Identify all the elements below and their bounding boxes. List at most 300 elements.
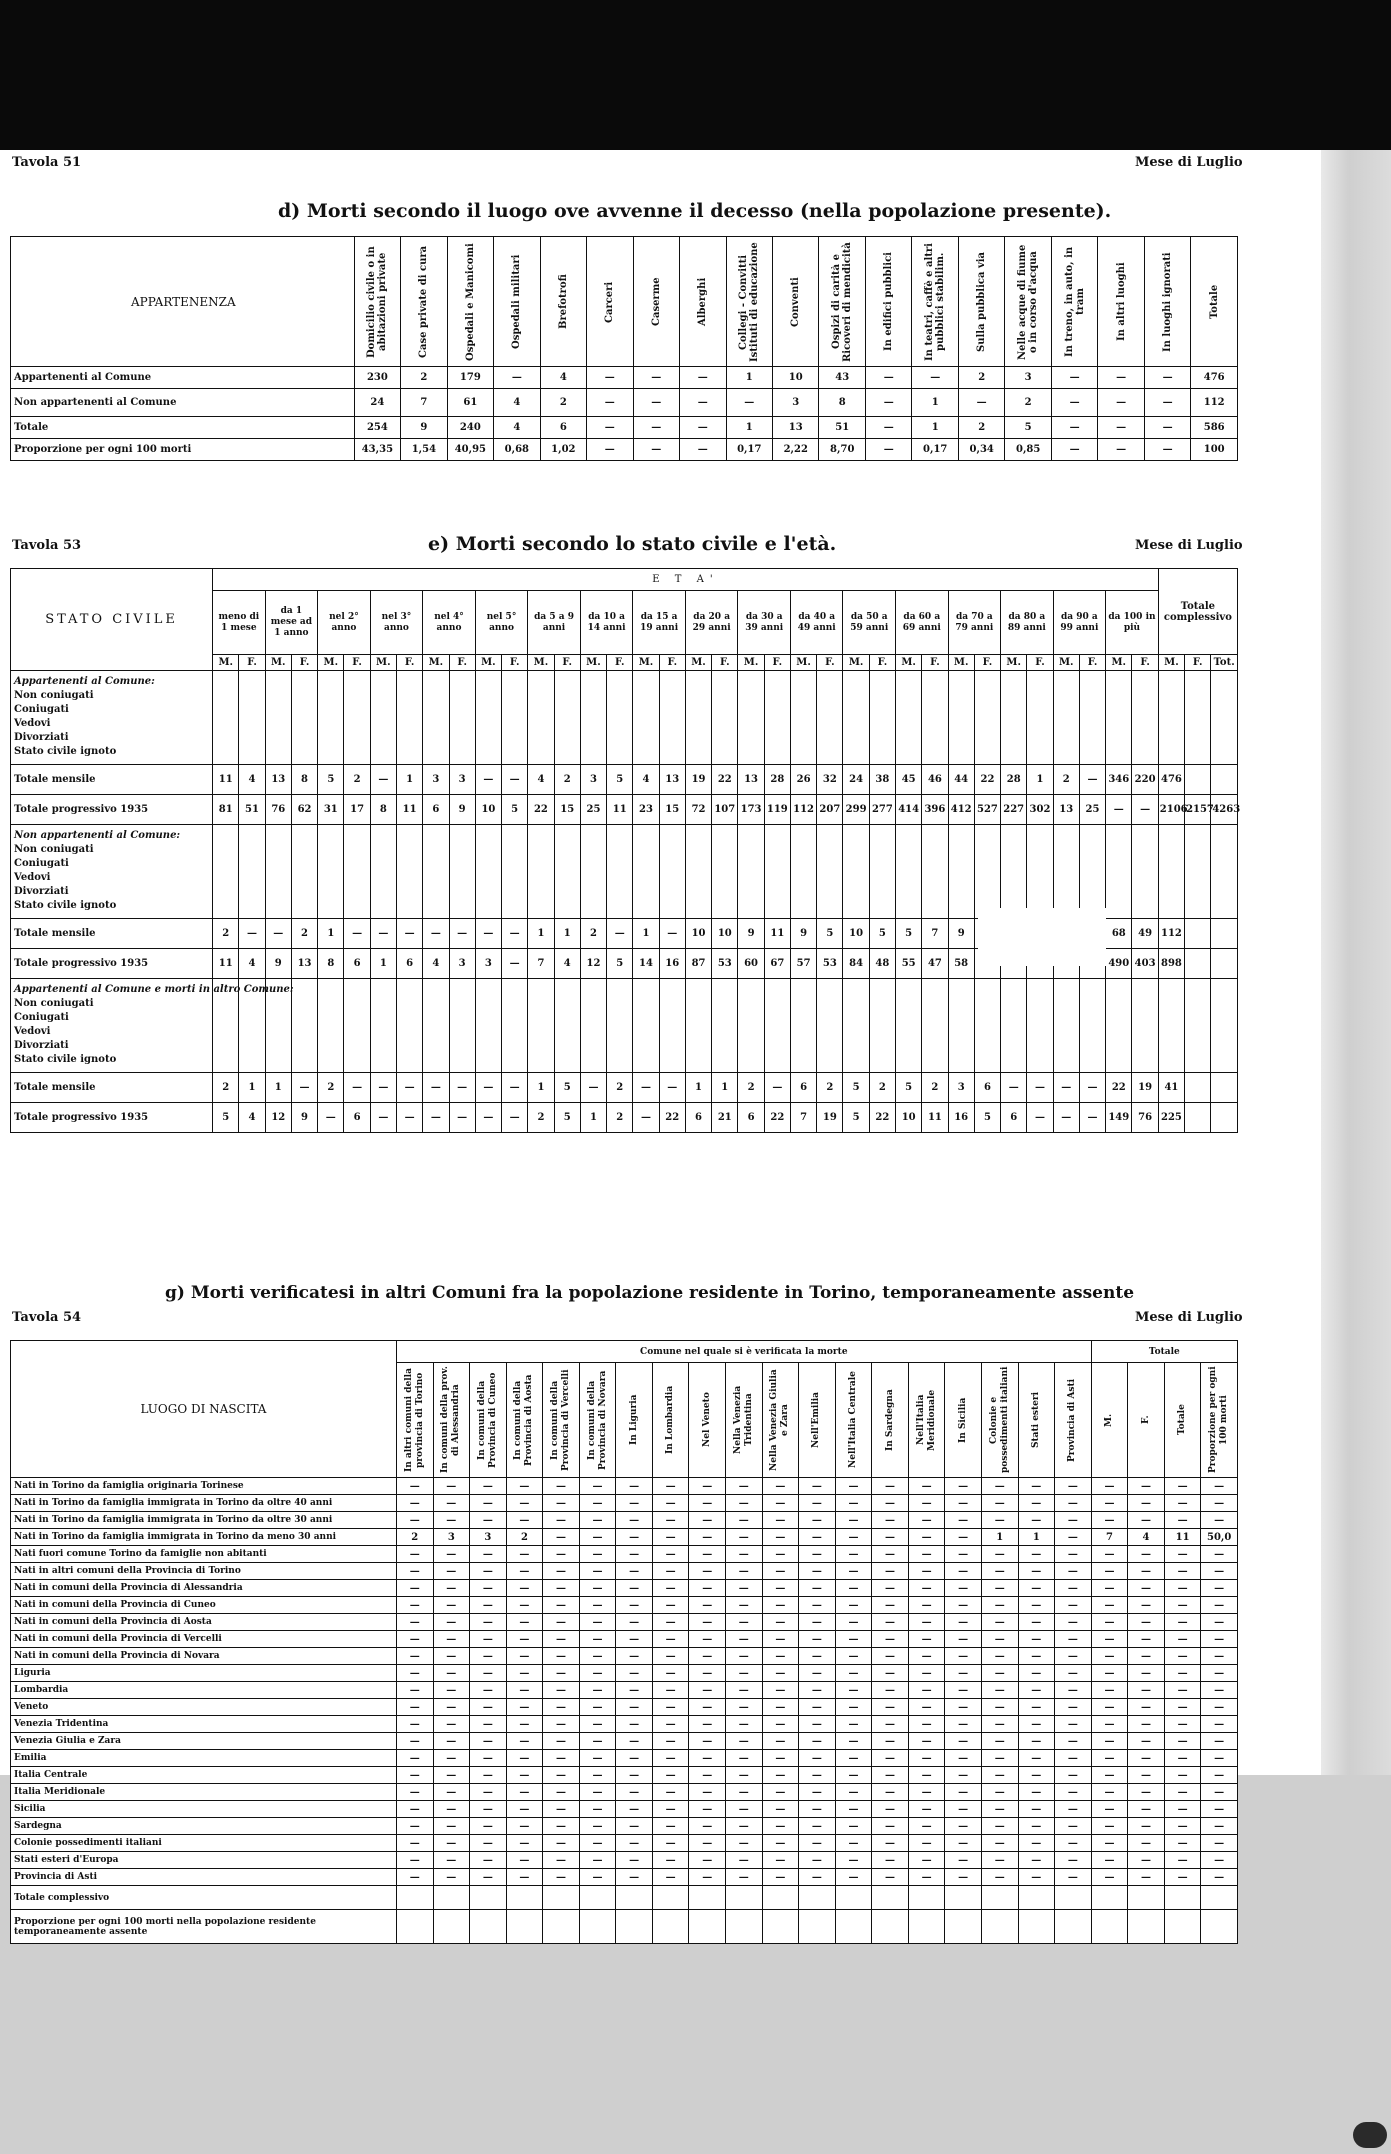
t54-row-label: Nati in Torino da famiglia originaria Torinese [11,1478,397,1495]
t53-cell: 2 [1053,765,1079,795]
t54-cell: — [1055,1767,1092,1784]
t54-cell: — [726,1580,763,1597]
t54-cell: — [689,1631,726,1648]
t53-category-label: Divorziati [14,886,69,897]
t54-cell [1055,1910,1092,1944]
t53-cell: 2 [580,919,606,949]
t54-cell: — [506,1750,543,1767]
t53-cell [948,671,974,765]
t54-cell: — [835,1512,872,1529]
t54-cell [396,1886,433,1910]
t54-cell: — [543,1784,580,1801]
t54-cell [652,1886,689,1910]
t53-cell: — [580,1073,606,1103]
t53-cell [843,979,869,1073]
t53-category-block [11,979,1238,1073]
t53-cell: — [633,1073,659,1103]
t54-cell: — [396,1767,433,1784]
t53-cell [1185,1103,1211,1133]
t53-cell: 31 [318,795,344,825]
t53-cell: 62 [291,795,317,825]
t51-corner-header: APPARTENENZA [11,237,355,367]
t53-cell: — [1027,1103,1053,1133]
t54-cell: — [1091,1733,1128,1750]
t54-cell: — [1055,1750,1092,1767]
t54-cell: — [396,1852,433,1869]
t51-column-label: Ospizi di carità e Ricoveri di mendicità [831,241,854,362]
t53-cell [764,671,790,765]
t53-cell: — [396,919,422,949]
t53-cell [896,979,922,1073]
t54-cell: — [689,1529,726,1546]
t51-cell: 4 [494,417,540,439]
t54-column-header [616,1363,653,1478]
t53-cell [475,825,501,919]
t54-cell: — [652,1699,689,1716]
t54-cell: — [1055,1546,1092,1563]
t54-cell: — [1018,1580,1055,1597]
t54-cell: — [762,1852,799,1869]
t54-cell: — [726,1716,763,1733]
t53-cell: — [1079,1103,1105,1133]
t54-cell: — [470,1699,507,1716]
t54-cell: — [872,1682,909,1699]
t53-cell: 8 [370,795,396,825]
t54-cell: — [1164,1512,1201,1529]
t54-column-label: Nell'Italia Centrale [847,1371,858,1469]
t51-cell: 43,35 [354,439,400,461]
t54-column-header [1055,1363,1092,1478]
t54-cell: — [835,1716,872,1733]
t53-cell: 3 [475,949,501,979]
t53-cell [1132,671,1158,765]
t54-cell: — [1128,1495,1165,1512]
t54-cell: — [835,1665,872,1682]
t54-cell: — [579,1750,616,1767]
t54-cell: — [799,1495,836,1512]
t53-cell [1001,671,1027,765]
t54-cell: — [762,1495,799,1512]
t53-category-label: Stato civile ignoto [14,1054,117,1065]
t54-table-row [11,1835,1238,1852]
t54-table-row [11,1478,1238,1495]
t54-cell: — [1201,1614,1238,1631]
t54-cell: — [945,1546,982,1563]
t54-cell: — [872,1648,909,1665]
t54-cell: — [1201,1648,1238,1665]
t53-cell: 5 [896,919,922,949]
t54-cell: — [1018,1869,1055,1886]
t54-cell: — [689,1784,726,1801]
t53-cell [869,825,895,919]
t54-column-label: In comuni della Provincia di Vercelli [549,1369,571,1471]
t54-cell: — [908,1801,945,1818]
t53-cell: 1 [685,1073,711,1103]
t53-cell: 11 [213,949,239,979]
t54-cell: — [908,1648,945,1665]
t54-cell: — [799,1699,836,1716]
t54-cell: — [1055,1580,1092,1597]
t54-cell: — [652,1835,689,1852]
t54-cell: — [981,1478,1018,1495]
t53-cell [1106,671,1132,765]
t54-cell: — [506,1495,543,1512]
t54-cell: — [908,1529,945,1546]
t53-cell: 5 [869,919,895,949]
t53-cell: — [318,1103,344,1133]
t54-cell: — [689,1750,726,1767]
t53-cell [502,825,528,919]
t53-cell [896,671,922,765]
t54-column-label: Nella Venezia Tridentina [732,1385,754,1455]
t54-cell: 50,0 [1201,1529,1238,1546]
t54-cell: — [1201,1801,1238,1818]
t54-column-header [908,1363,945,1478]
t54-cell: — [470,1512,507,1529]
t53-cell: 10 [685,919,711,949]
t54-cell: — [1091,1869,1128,1886]
t54-cell: — [835,1614,872,1631]
t53-cell: 5 [896,1073,922,1103]
t51-table-row [11,389,1238,417]
t53-cell: 9 [291,1103,317,1133]
t54-cell: — [1128,1784,1165,1801]
t54-total-column-header [1128,1363,1165,1478]
t53-age-group-header: da 10 a 14 anni [580,591,633,655]
t53-cell: 2 [554,765,580,795]
t53-cell: 10 [843,919,869,949]
t54-cell: — [1018,1716,1055,1733]
t54-cell: — [1128,1852,1165,1869]
t54-cell: — [433,1767,470,1784]
t54-cell: — [579,1784,616,1801]
t53-cell [344,825,370,919]
t53-cell: 19 [1132,1073,1158,1103]
t53-cell [685,671,711,765]
t54-cell: — [543,1869,580,1886]
t53-cell: 6 [685,1103,711,1133]
t53-cell: 11 [396,795,422,825]
t53-cell [712,825,738,919]
t51-column-header [1051,237,1097,367]
t54-cell: — [470,1801,507,1818]
t54-cell: — [872,1512,909,1529]
t53-cell: 5 [554,1073,580,1103]
t54-cell: — [1201,1478,1238,1495]
t54-cell: — [726,1784,763,1801]
t54-cell: — [470,1648,507,1665]
t54-cell: — [616,1478,653,1495]
t54-cell: — [799,1733,836,1750]
t54-cell: — [506,1699,543,1716]
t54-cell: — [726,1631,763,1648]
t54-cell: — [1128,1750,1165,1767]
t53-age-group-header: da 70 a 79 anni [948,591,1001,655]
t53-cell: 527 [974,795,1000,825]
t54-cell: — [579,1665,616,1682]
t54-cell: — [433,1733,470,1750]
t54-cell: — [726,1733,763,1750]
t51-cell: — [1144,367,1190,389]
t54-row-label: Nati in altri comuni della Provincia di Torino [11,1563,397,1580]
t53-cell: 76 [265,795,291,825]
t54-cell: — [762,1614,799,1631]
t54-cell: — [543,1665,580,1682]
t53-cell [344,671,370,765]
t53-cell: 8 [318,949,344,979]
t54-cell: — [543,1546,580,1563]
t54-cell: — [543,1818,580,1835]
t54-cell: — [726,1665,763,1682]
t51-column-header [1191,237,1238,367]
t54-cell: — [726,1699,763,1716]
t54-cell: — [1164,1563,1201,1580]
t54-cell: — [1201,1546,1238,1563]
t53-row-label: Totale mensile [11,919,213,949]
t53-cell: 2 [922,1073,948,1103]
t53-cell: 19 [685,765,711,795]
t53-cell [1079,979,1105,1073]
t54-cell: — [470,1563,507,1580]
t53-cell: 107 [712,795,738,825]
t54-cell: — [1164,1648,1201,1665]
t54-cell: — [433,1580,470,1597]
t54-cell: — [1128,1546,1165,1563]
t54-column-label: Nell'Emilia [811,1391,822,1449]
t54-cell [945,1886,982,1910]
t54-cell: — [1164,1614,1201,1631]
t53-age-group-header: da 40 a 49 anni [790,591,843,655]
t53-cell: 1 [265,1073,291,1103]
t53-cell: — [502,1073,528,1103]
t53-cell: 57 [790,949,816,979]
t53-cell [685,979,711,1073]
t54-cell: — [835,1682,872,1699]
t54-cell: — [543,1614,580,1631]
t53-row-label: Totale mensile [11,1073,213,1103]
t54-cell: — [872,1733,909,1750]
t54-month: Mese di Luglio [1135,1310,1243,1325]
t53-cell: 22 [1106,1073,1132,1103]
t54-cell [543,1910,580,1944]
t54-cell [945,1910,982,1944]
t53-age-group-header: nel 4° anno [423,591,476,655]
t53-sex-header: F. [554,655,580,671]
t54-cell: — [1018,1750,1055,1767]
t53-cell: 21 [712,1103,738,1133]
t54-cell: 1 [981,1529,1018,1546]
t54-row-label: Sicilia [11,1801,397,1818]
t53-age-group-header: da 90 a 99 anni [1053,591,1106,655]
t54-cell [1128,1886,1165,1910]
t54-cell: — [981,1767,1018,1784]
t54-cell [981,1910,1018,1944]
t54-cell: — [396,1597,433,1614]
t54-cell: — [470,1580,507,1597]
t54-cell: — [1128,1716,1165,1733]
t53-sex-header: M. [265,655,291,671]
t54-cell: — [1091,1665,1128,1682]
t53-cell: 4 [423,949,449,979]
t54-cell: — [1091,1818,1128,1835]
t54-cell: — [433,1665,470,1682]
t53-cell: — [659,1073,685,1103]
t51-cell: — [865,417,911,439]
t53-cell: 17 [344,795,370,825]
t54-cell: — [433,1563,470,1580]
t53-cell: 299 [843,795,869,825]
t54-cell: — [1201,1716,1238,1733]
t53-total-sub-header: F. [1185,655,1211,671]
t53-cell: — [633,1103,659,1133]
t54-cell: — [1018,1563,1055,1580]
t53-total-sub-header: M. [1158,655,1184,671]
t51-cell: 9 [401,417,447,439]
t53-cell [291,979,317,1073]
t54-cell: — [396,1682,433,1699]
t53-cell [869,671,895,765]
t51-cell: — [633,367,679,389]
t53-age-group-header: da 5 a 9 anni [528,591,581,655]
t54-cell: — [616,1818,653,1835]
t51-column-header [401,237,447,367]
t54-cell: — [433,1495,470,1512]
t54-cell: — [579,1614,616,1631]
t51-table-row [11,417,1238,439]
t53-sex-header: M. [1106,655,1132,671]
t53-cell: 53 [712,949,738,979]
t53-cell: 55 [896,949,922,979]
t54-cell [726,1910,763,1944]
t54-cell: — [616,1648,653,1665]
t53-cell [449,671,475,765]
t54-cell [396,1910,433,1944]
t54-cell: — [799,1478,836,1495]
t54-cell: — [762,1580,799,1597]
t54-cell: — [543,1682,580,1699]
t54-cell: — [799,1648,836,1665]
t53-cell: — [370,919,396,949]
t51-column-header [1098,237,1144,367]
t54-table-row [11,1852,1238,1869]
t54-column-header [799,1363,836,1478]
t54-cell: — [726,1529,763,1546]
t54-cell: — [1091,1546,1128,1563]
t53-section-title: Appartenenti al Comune: [14,676,155,687]
t53-age-group-header: da 20 a 29 anni [685,591,738,655]
t54-cell [1055,1886,1092,1910]
t54-row-label: Stati esteri d'Europa [11,1852,397,1869]
t54-cell: — [470,1818,507,1835]
t54-cell: — [616,1750,653,1767]
t53-category-block [11,825,1238,919]
t54-cell [908,1886,945,1910]
t54-cell: — [470,1835,507,1852]
t54-cell [470,1910,507,1944]
t54-cell: — [616,1699,653,1716]
t54-cell: — [543,1529,580,1546]
t53-sex-header: M. [633,655,659,671]
t54-cell: — [1055,1699,1092,1716]
t54-cell: — [1201,1631,1238,1648]
t53-cell: — [396,1073,422,1103]
t54-cell: — [506,1546,543,1563]
t54-cell: — [1055,1733,1092,1750]
t54-cell: — [579,1580,616,1597]
t54-row-label: Provincia di Asti [11,1869,397,1886]
t54-cell: — [726,1750,763,1767]
t53-cell [790,979,816,1073]
t53-cell: 9 [265,949,291,979]
t54-cell: — [1128,1631,1165,1648]
t54-row-label: Nati in Torino da famiglia immigrata in Torino da oltre 30 anni [11,1512,397,1529]
t51-column-label: Caserme [650,277,662,326]
t53-cell [1158,825,1184,919]
t54-cell: — [470,1767,507,1784]
t54-cell: — [1201,1784,1238,1801]
t54-cell: — [872,1614,909,1631]
t51-cell: 24 [354,389,400,417]
t54-cell: — [908,1818,945,1835]
t54-cell: — [908,1495,945,1512]
t51-cell: 0,68 [494,439,540,461]
t54-cell: — [470,1597,507,1614]
t51-cell: 3 [773,389,819,417]
t54-cell: — [579,1733,616,1750]
t54-cell: — [1091,1614,1128,1631]
t53-cell: 149 [1106,1103,1132,1133]
t54-cell: — [872,1716,909,1733]
t51-column-label: In treno, in auto, in tram [1063,246,1086,357]
t54-row-label: Nati in Torino da famiglia immigrata in Torino da meno 30 anni [11,1529,397,1546]
t54-cell: — [835,1597,872,1614]
t54-cell [1091,1886,1128,1910]
t53-cell [659,671,685,765]
t54-cell: — [616,1512,653,1529]
t54-column-label: Nel Veneto [701,1392,712,1448]
t54-cell: — [506,1784,543,1801]
t54-cell [1201,1886,1238,1910]
t54-cell: — [1055,1512,1092,1529]
t51-row-label: Proporzione per ogni 100 morti [11,439,355,461]
t53-cell [948,825,974,919]
t54-cell: — [1201,1852,1238,1869]
t54-cell: — [908,1835,945,1852]
t54-cell: — [506,1716,543,1733]
t54-cell: — [799,1767,836,1784]
t53-cell: 2 [607,1103,633,1133]
t54-cell: — [1091,1648,1128,1665]
t54-cell [762,1886,799,1910]
t54-cell: — [835,1495,872,1512]
t54-cell: — [433,1784,470,1801]
t53-cell: 4 [633,765,659,795]
t54-cell: — [506,1665,543,1682]
t54-cell: — [543,1648,580,1665]
t53-category-label: Coniugati [14,704,69,715]
t53-section-title: Non appartenenti al Comune: [14,830,181,841]
t54-row-label: Sardegna [11,1818,397,1835]
t53-age-group-header: da 1 mese ad 1 anno [265,591,318,655]
t54-cell: — [1128,1597,1165,1614]
t54-cell: — [981,1699,1018,1716]
t53-cell: 2 [344,765,370,795]
t51-cell: 1 [726,417,772,439]
t54-cell: — [1128,1614,1165,1631]
t54-table-row [11,1580,1238,1597]
t54-row-label: Nati in comuni della Provincia di Cuneo [11,1597,397,1614]
t53-cell: 277 [869,795,895,825]
